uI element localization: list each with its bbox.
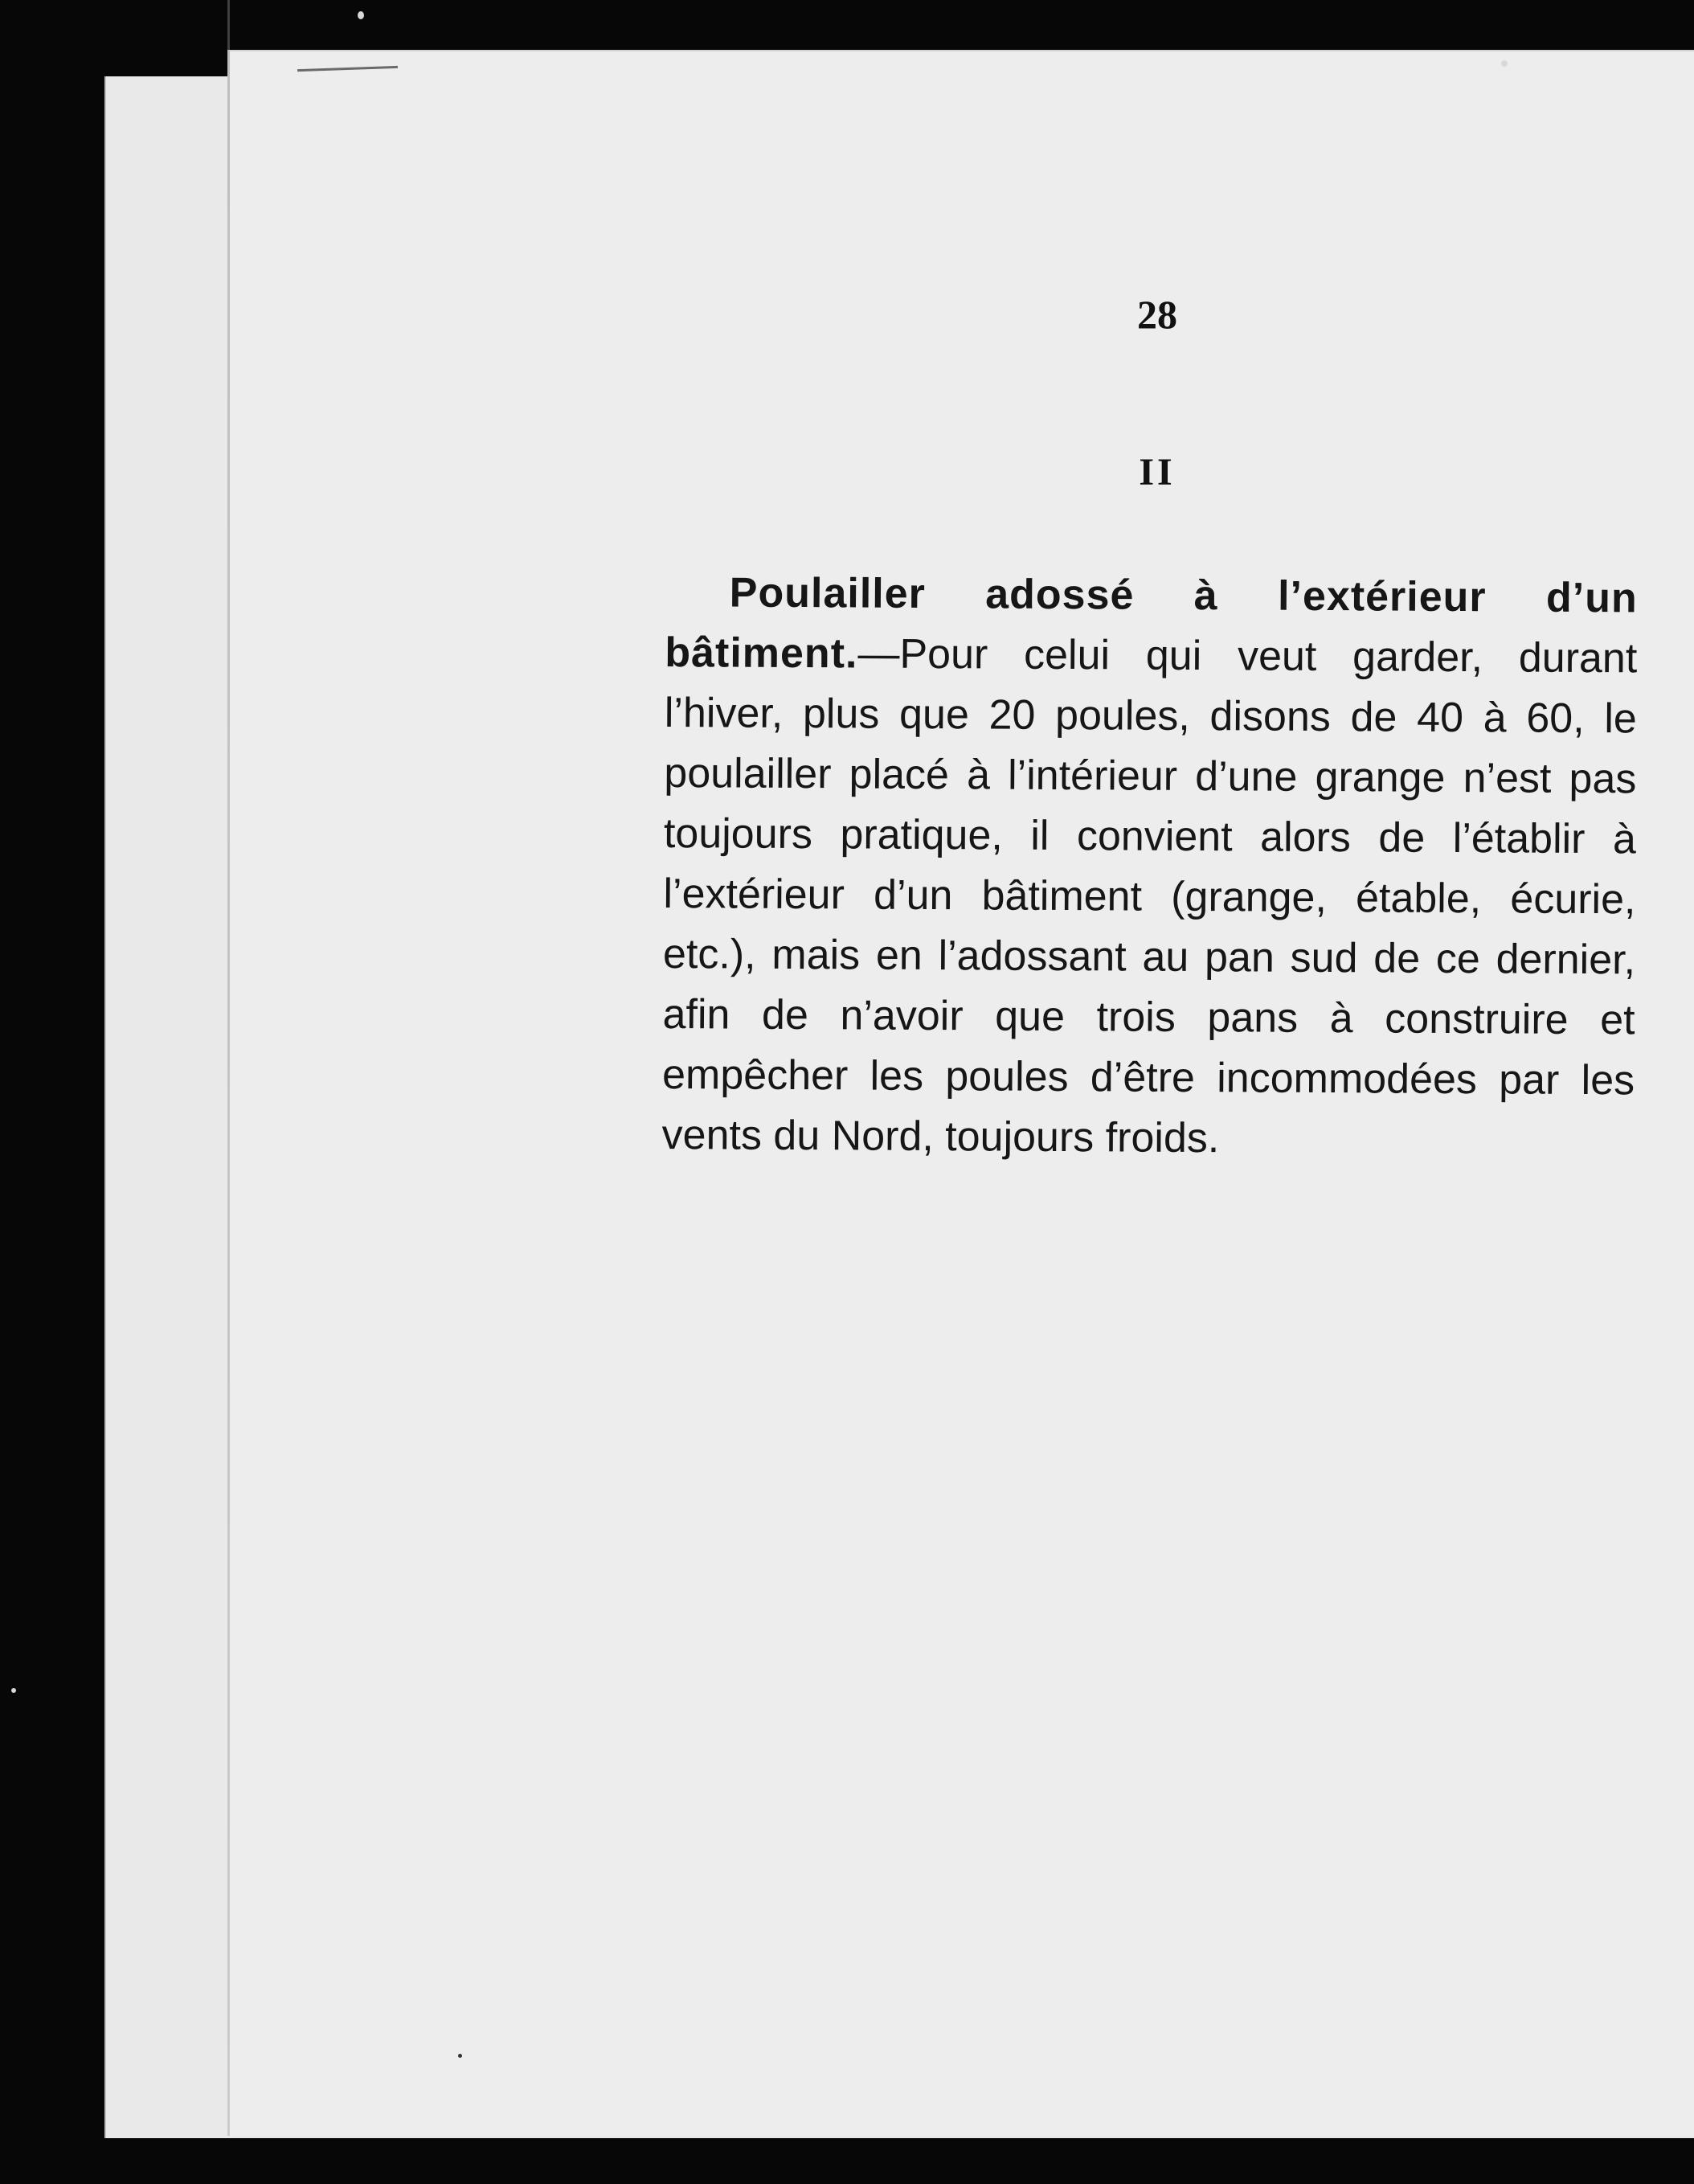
section-numeral: II [1139, 451, 1176, 494]
scan-speck [458, 2054, 462, 2058]
body-paragraph [661, 563, 1638, 1171]
scan-speck [1501, 60, 1508, 67]
section-heading: Poulailler adossé à l’extérieur d’un bâtiment. [665, 569, 1638, 678]
page-number: 28 [1137, 292, 1177, 337]
scan-speck [11, 1688, 16, 1693]
scan-speck [358, 11, 364, 19]
page-edge-shadow [227, 0, 230, 2134]
paragraph-text: —Pour celui qui veut garder, durant l’hiver, plus que 20 poules, disons de 40 à 60, le poulailler placé à l’intérieur d’une grange n’est pas toujours pratique, il convient alors de l’établir à l’extérieur d’un bâtiment (grange, étable, écurie, etc.), mais en l’adossant au pan sud de ce dernier, afin de n’avoir que trois pans à construire et empêcher les poules d’être incommodées par les vents du Nord, toujours froids. [661, 630, 1638, 1162]
